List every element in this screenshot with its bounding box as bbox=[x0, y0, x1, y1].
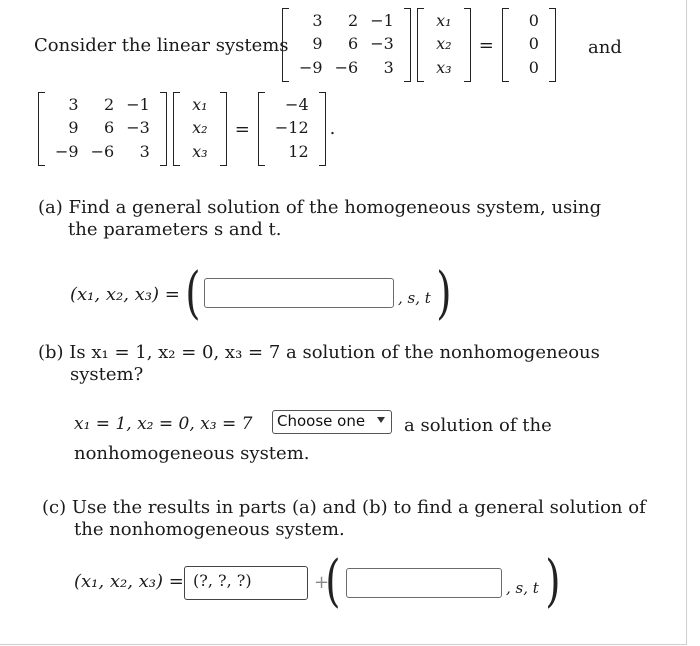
system1-matrix bbox=[282, 8, 556, 82]
m2-cell: 6 bbox=[104, 118, 115, 138]
part-c-line2: the nonhomogeneous system. bbox=[74, 519, 345, 540]
particular-solution-field[interactable]: (?, ?, ?) bbox=[184, 566, 308, 600]
part-c-line1: (c) Use the results in parts (a) and (b) to find a general solution of bbox=[42, 497, 646, 518]
m1-cell: −9 bbox=[299, 57, 323, 77]
m1-cell: −6 bbox=[334, 57, 359, 77]
rhs-cell: 0 bbox=[528, 11, 539, 30]
m1-cell: 2 bbox=[348, 11, 359, 30]
part-c-lhs: (x₁, x₂, x₃) = bbox=[74, 571, 184, 592]
intro-text: Consider the linear systems bbox=[34, 35, 289, 56]
m2-cell: −9 bbox=[55, 141, 79, 161]
var-x3: x₃ bbox=[192, 141, 208, 161]
m1-cell: −1 bbox=[370, 11, 394, 30]
part-c-params: , s, t bbox=[506, 579, 539, 597]
and-word: and bbox=[588, 37, 622, 58]
part-b-statement: x₁ = 1, x₂ = 0, x₃ = 7 bbox=[74, 414, 253, 434]
part-b-line2: system? bbox=[70, 364, 144, 385]
m2-cell: −3 bbox=[126, 118, 150, 138]
answer-c-input[interactable] bbox=[346, 568, 502, 598]
m2-cell: 9 bbox=[68, 118, 79, 138]
m2-cell: 3 bbox=[139, 141, 150, 161]
part-a-lhs: (x₁, x₂, x₃) = bbox=[70, 284, 180, 305]
m2-cell: −1 bbox=[126, 95, 150, 114]
part-a-line1: (a) Find a general solution of the homogeneous system, using bbox=[38, 197, 602, 218]
system2-period: . bbox=[329, 118, 336, 139]
part-b-line1: (b) Is x₁ = 1, x₂ = 0, x₃ = 7 a solution of the nonhomogeneous bbox=[38, 342, 600, 363]
rhs-cell: 0 bbox=[528, 57, 539, 77]
m1-cell: −3 bbox=[370, 34, 394, 54]
var-x2: x₂ bbox=[436, 34, 452, 54]
close-paren: ) bbox=[545, 549, 561, 614]
open-paren: ( bbox=[325, 549, 341, 614]
equals-sign: = bbox=[478, 34, 494, 56]
part-a-line2: the parameters s and t. bbox=[68, 219, 282, 240]
system2-matrix bbox=[38, 92, 335, 166]
chevron-down-icon bbox=[377, 417, 385, 423]
select-label: Choose one bbox=[277, 412, 366, 430]
m2-cell: −6 bbox=[90, 141, 115, 161]
part-b-after: a solution of the bbox=[404, 415, 552, 436]
part-a-params: , s, t bbox=[398, 289, 431, 307]
m1-cell: 3 bbox=[383, 57, 394, 77]
m1-cell: 6 bbox=[348, 34, 359, 54]
close-paren: ) bbox=[436, 261, 452, 326]
plus-sign: + bbox=[314, 572, 330, 593]
rhs-cell: 0 bbox=[528, 34, 539, 54]
rhs-cell: −12 bbox=[274, 118, 309, 138]
answer-a-input[interactable] bbox=[204, 278, 394, 308]
equals-sign: = bbox=[234, 118, 250, 140]
m1-cell: 3 bbox=[312, 11, 323, 30]
part-b-line3: nonhomogeneous system. bbox=[74, 443, 310, 464]
solution-choice-select[interactable] bbox=[272, 410, 392, 434]
m2-cell: 2 bbox=[104, 95, 115, 114]
rhs-cell: 12 bbox=[288, 141, 309, 161]
var-x2: x₂ bbox=[192, 118, 208, 138]
m1-cell: 9 bbox=[312, 34, 323, 54]
var-x3: x₃ bbox=[436, 57, 452, 77]
open-paren: ( bbox=[185, 261, 201, 326]
rhs-cell: −4 bbox=[285, 95, 309, 114]
var-x1: x₁ bbox=[192, 95, 208, 114]
m2-cell: 3 bbox=[68, 95, 79, 114]
var-x1: x₁ bbox=[436, 11, 452, 30]
